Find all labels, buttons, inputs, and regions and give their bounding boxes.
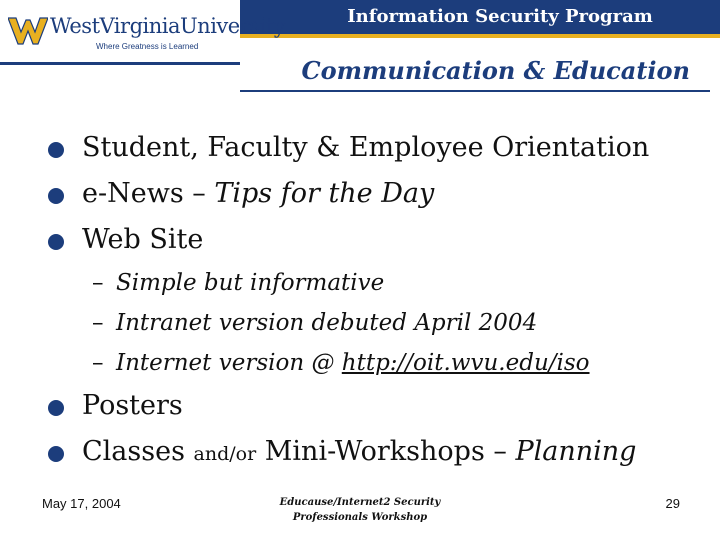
sub-bullet-simple: [48, 266, 708, 306]
slide-title: Communication & Education: [301, 56, 690, 85]
bullet-text: Web Site: [82, 224, 204, 255]
logo-tagline: Where Greatness is Learned: [96, 42, 199, 51]
wvu-logo: [0, 0, 289, 65]
bullet-text: Student, Faculty & Employee Orientation: [82, 132, 650, 163]
footer-conference: [250, 495, 470, 525]
bullet-posters: [48, 386, 708, 432]
bullet-dot-icon: [48, 400, 64, 416]
bullet-dot-icon: [48, 188, 64, 204]
title-underline: [240, 90, 710, 92]
footer-conference-line1: Educause/Internet2 Security: [279, 497, 441, 508]
enews-tips: Tips for the Day: [214, 178, 435, 209]
classes-label: Classes: [82, 436, 194, 467]
logo-university-name: WestVirginiaUniversity.: [50, 14, 289, 38]
sub-bullet-text: Intranet version debuted April 2004: [116, 310, 538, 336]
bullet-text: [82, 432, 636, 474]
enews-label: e-News –: [82, 178, 215, 209]
classes-planning: Planning: [515, 436, 637, 467]
sub-bullet-internet: [48, 346, 708, 386]
bullet-text: [82, 174, 434, 214]
bullet-list: [48, 128, 708, 478]
classes-workshops: Mini-Workshops –: [256, 436, 516, 467]
flying-wv-icon: [8, 14, 48, 48]
footer-date: May 17, 2004: [42, 496, 121, 511]
sub-bullet-intranet: [48, 306, 708, 346]
bullet-orientation: [48, 128, 708, 174]
sub-bullet-text: [116, 346, 590, 380]
iso-website-link[interactable]: http://oit.wvu.edu/iso: [341, 350, 590, 376]
header: [0, 0, 720, 100]
dash-marker: –: [92, 270, 104, 296]
footer-conference-line2: Professionals Workshop: [292, 512, 428, 523]
page-number: 29: [665, 496, 680, 511]
classes-andor: and/or: [193, 443, 257, 465]
bullet-text: Posters: [82, 390, 183, 421]
bullet-website: [48, 220, 708, 266]
dash-marker: –: [92, 350, 104, 376]
bullet-dot-icon: [48, 142, 64, 158]
internet-label: Internet version @: [116, 350, 342, 376]
program-title: Information Security Program: [347, 6, 653, 27]
bullet-dot-icon: [48, 234, 64, 250]
bullet-dot-icon: [48, 446, 64, 462]
bullet-enews: [48, 174, 708, 220]
bullet-classes: [48, 432, 708, 478]
dash-marker: –: [92, 310, 104, 336]
sub-bullet-text: Simple but informative: [116, 270, 385, 296]
